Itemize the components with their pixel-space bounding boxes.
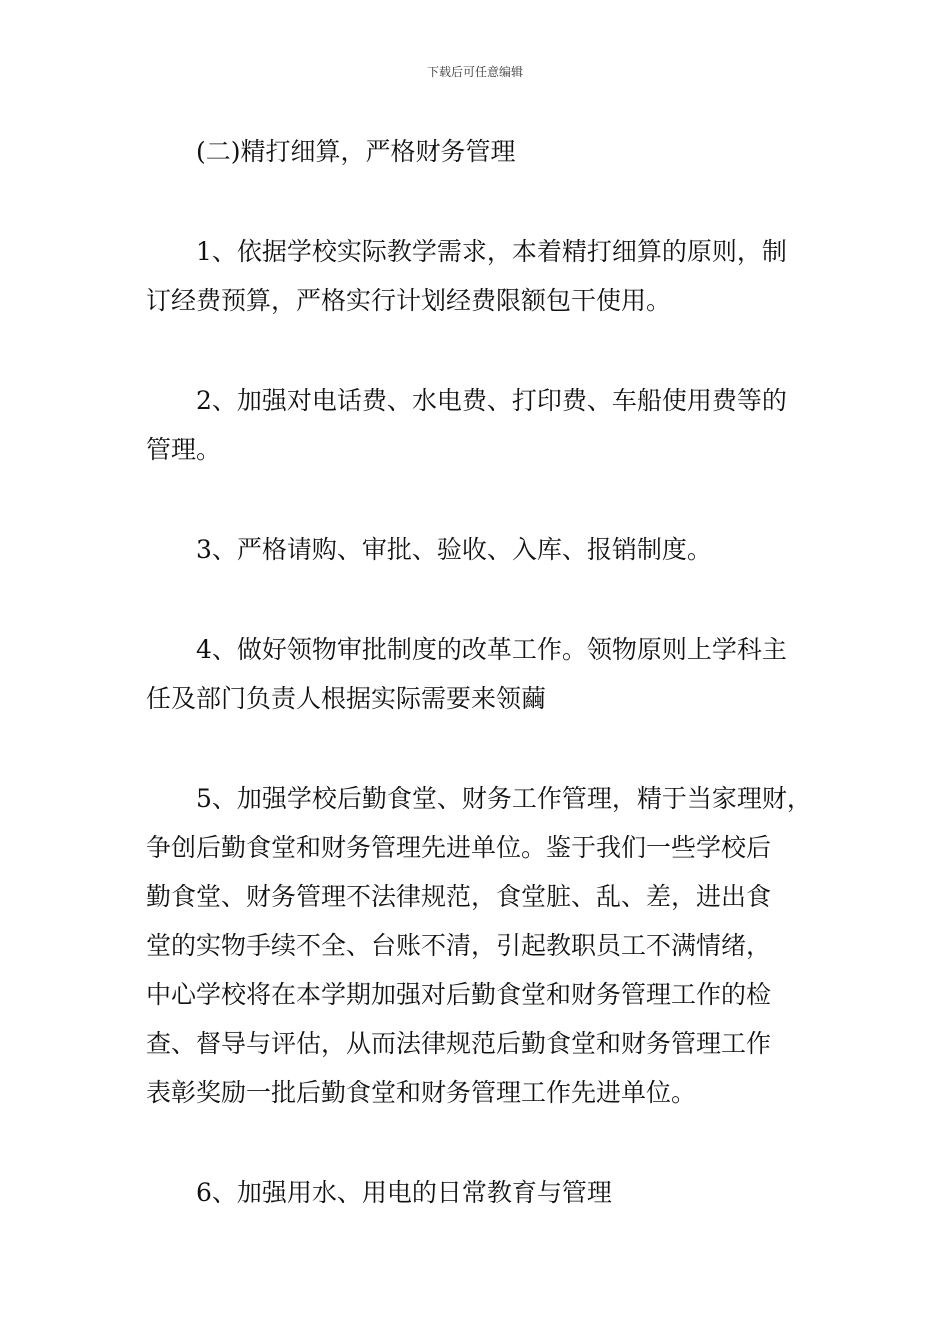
paragraph-3 [146,525,846,574]
section-heading-text: (二)精打细算，严格财务管理 [196,137,516,166]
paragraph-line: 管理。 [146,435,222,464]
paragraph-gap [146,1117,846,1168]
paragraph-line: 堂的实物手续不全、台账不清，引起教职员工不满情绪， [146,931,772,960]
paragraph-line: 表彰奖励一批后勤食堂和财务管理工作先进单位。 [146,1078,697,1107]
paragraph-line: 6、加强用水、用电的日常教育与管理 [196,1178,612,1207]
paragraph-4 [146,625,846,723]
paragraph-line: 5、加强学校后勤食堂、财务工作管理，精于当家理财， [196,784,812,813]
paragraph-gap [146,176,846,227]
paragraph-gap [146,474,846,525]
paragraph-line: 查、督导与评估，从而法律规范后勤食堂和财务管理工作 [146,1029,772,1058]
paragraph-6 [146,1168,846,1217]
paragraph-line: 2、加强对电话费、水电费、打印费、车船使用费等的 [196,386,787,415]
paragraph-line: 订经费预算，严格实行计划经费限额包干使用。 [146,286,672,315]
paragraph-line: 任及部门负责人根据实际需要来领繭 [146,684,547,713]
paragraph-line: 争创后勤食堂和财务管理先进单位。鉴于我们一些学校后 [146,833,772,862]
document-body [146,127,846,1217]
paragraph-1 [146,227,846,325]
paragraph-5 [146,774,846,1117]
paragraph-gap [146,723,846,774]
paragraph-line: 1、依据学校实际教学需求，本着精打细算的原则，制 [196,237,787,266]
paragraph-2 [146,376,846,474]
paragraph-gap [146,325,846,376]
paragraph-line: 勤食堂、财务管理不法律规范，食堂脏、乱、差，进出食 [146,882,772,911]
page-header: 下载后可任意编辑 [426,65,523,79]
paragraph-line: 3、严格请购、审批、验收、入库、报销制度。 [196,535,712,564]
section-heading [146,127,846,176]
paragraph-line: 4、做好领物审批制度的改革工作。领物原则上学科主 [196,635,787,664]
paragraph-line: 中心学校将在本学期加强对后勤食堂和财务管理工作的检 [146,980,772,1009]
paragraph-gap [146,574,846,625]
